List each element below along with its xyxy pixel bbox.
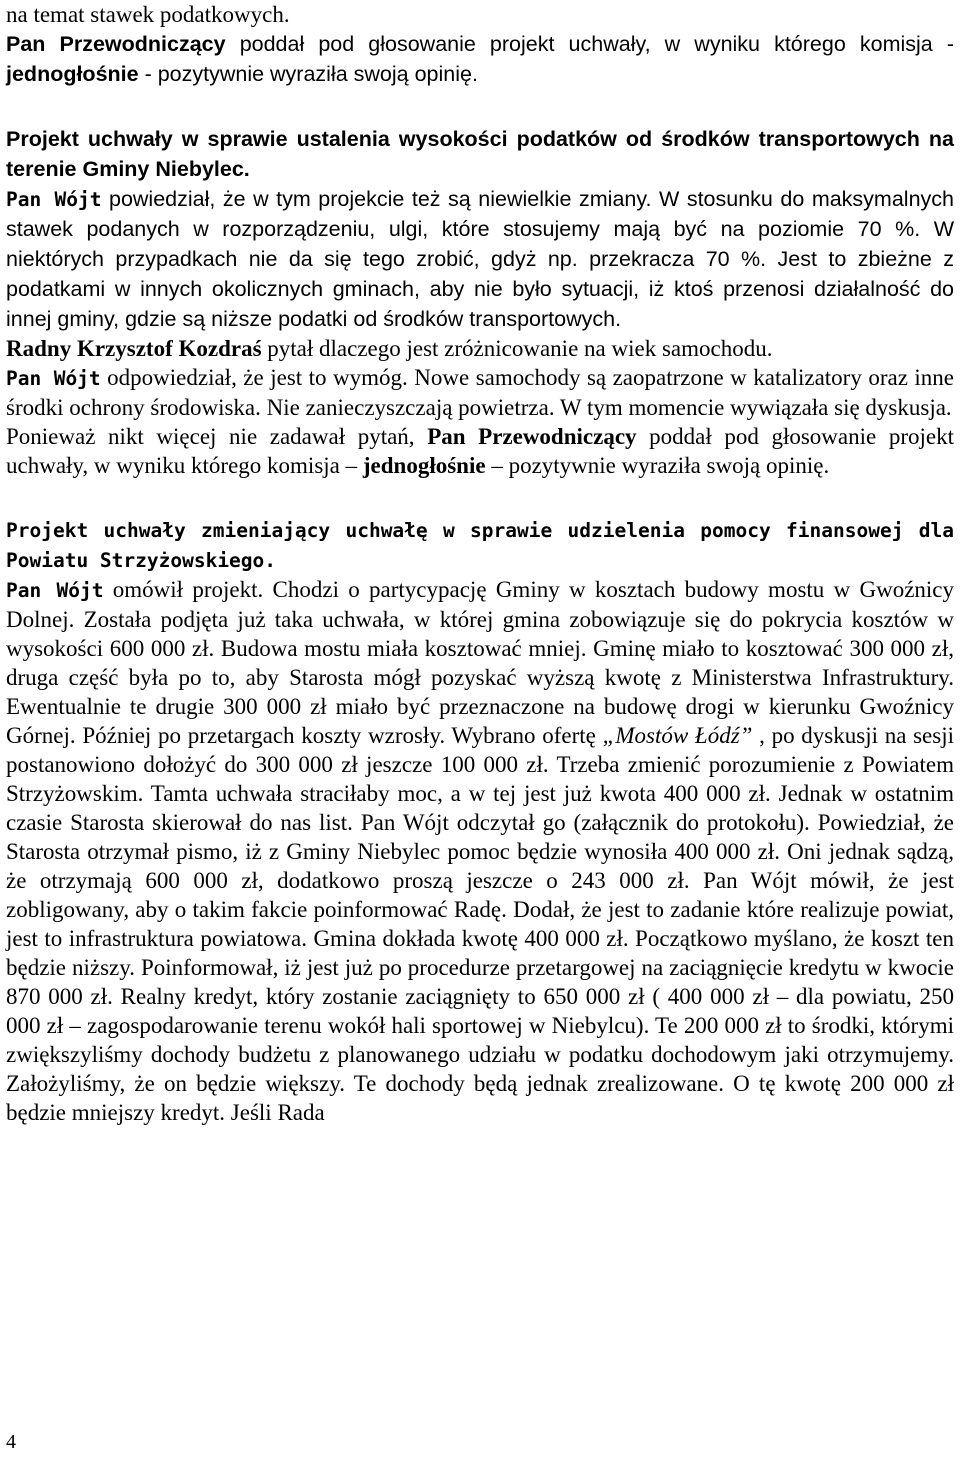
vote-text: poddał pod głosowanie projekt uchwały, w wyniku którego komisja – bbox=[6, 424, 954, 478]
unanimous-label: jednogłośnie bbox=[362, 453, 486, 478]
paragraph-tax-rates-vote bbox=[6, 0, 954, 89]
section-heading-transport-tax: Projekt uchwały w sprawie ustalenia wysokości podatków od środków transportowych na terenie Gminy Niebylec. bbox=[6, 127, 954, 181]
paragraph-gap bbox=[6, 480, 954, 515]
paragraph-transport-tax bbox=[6, 124, 954, 480]
vote-intro-text: Ponieważ nikt więcej nie zadawał pytań, bbox=[6, 424, 428, 449]
councillor-question: pytał dlaczego jest zróżnicowanie na wiek samochodu. bbox=[261, 336, 773, 361]
mayor-name: Pan Wójt bbox=[6, 367, 101, 390]
chairman-name: Pan Przewodniczący bbox=[427, 424, 637, 449]
mayor-name: Pan Wójt bbox=[6, 579, 104, 602]
paragraph-financial-aid bbox=[6, 515, 954, 1127]
tax-rates-line: na temat stawek podatkowych. bbox=[6, 2, 290, 27]
vote-result-text: - pozytywnie wyraziła swoją opinię. bbox=[138, 62, 478, 86]
mayor-statement-continued: , po dyskusji na sesji postanowiono dołożyć do 300 000 zł jeszcze 100 000 zł. Trzeba zmienić porozumienie z Powiatem Strzyżowskim. Tamta uchwała straciłaby moc, a w tej jest już kwota 400 000 zł. Jednak w ostatnim czasie Starosta skierował do nas list. Pan Wójt odczytał go (załącznik do protokołu). Powiedział, że Starosta otrzymał pismo, iż z Gminy Niebylec pomoc będzie wynosiła 400 000 zł. Oni jednak sądzą, że otrzymają 600 000 zł, dodatkowo proszą jeszcze o 243 000 zł. Pan Wójt mówił, że jest zobligowany, aby o takim fakcie poinformować Radę. Dodał, że jest to zadanie które realizuje powiat, jest to infrastruktura powiatowa. Gmina dokłada kwotę 400 000 zł. Początkowo myślano, że koszt ten będzie niższy. Poinformował, iż jest już po procedurze przetargowej na zaciągnięcie kredytu w kwocie 870 000 zł. Realny kredyt, który zostanie zaciągnięty to 650 000 zł ( 400 000 zł – dla powiatu, 250 000 zł – zagospodarowanie terenu wokół hali sportowej w Niebylcu). Te 200 000 zł to środki, którymi zwiększyliśmy dochody budżetu z planowanego udziału w podatku dochodowym jaki otrzymujemy. Założyliśmy, że on będzie większy. Te dochody będą jednak zrealizowane. O tę kwotę 200 000 zł będzie mniejszy kredyt. Jeśli Rada bbox=[6, 723, 954, 1125]
vote-text: poddał pod głosowanie projekt uchwały, w wyniku którego komisja - bbox=[225, 32, 954, 56]
mayor-statement: omówił projekt. Chodzi o partycypację Gminy w kosztach budowy mostu w Gwoźnicy Dolnej. Została podjęta już taka uchwała, w której gmina zobowiązuje się do pokrycia kosztów w wysokości 600 000 zł. Budowa mostu miała kosztować mniej. Gminę miało to kosztować 300 000 zł, druga część była po to, aby Starosta mógł pozyskać wyższą kwotę z Ministerstwa Infrastruktury. Ewentualnie te drugie 300 000 zł miało być przeznaczone na budowę drogi w kierunku Gwoźnicy Górnej. Później po przetargach koszty wzrosły. Wybrano ofertę bbox=[6, 577, 955, 748]
mayor-name: Pan Wójt bbox=[6, 188, 102, 211]
chairman-name: Pan Przewodniczący bbox=[6, 32, 226, 56]
councillor-name: Radny Krzysztof Kozdraś bbox=[6, 336, 262, 361]
paragraph-gap bbox=[6, 89, 954, 124]
unanimous-label: jednogłośnie bbox=[6, 62, 139, 86]
company-name: „Mostów Łódź” bbox=[602, 723, 753, 748]
page-number: 4 bbox=[6, 1431, 16, 1453]
section-heading-financial-aid: Projekt uchwały zmieniający uchwałę w sprawie udzielenia pomocy finansowej dla Powiatu Strzyżowskiego. bbox=[6, 519, 954, 572]
mayor-statement: powiedział, że w tym projekcie też są niewielkie zmiany. W stosunku do maksymalnych stawek podanych w rozporządzeniu, ulgi, które stosujemy mają być na poziomie 70 %. W niektórych przypadkach nie da się tego zrobić, gdyż np. przekracza 70 %. Jest to zbieżne z podatkami w innych okolicznych gminach, aby nie było sytuacji, iż ktoś przenosi działalność do innej gminy, gdzie są niższe podatki od środków transportowych. bbox=[6, 187, 954, 331]
vote-result-text: – pozytywnie wyraziła swoją opinię. bbox=[485, 453, 830, 478]
document-body bbox=[6, 0, 954, 1127]
mayor-answer: odpowiedział, że jest to wymóg. Nowe samochody są zaopatrzone w katalizatory oraz inne środki ochrony środowiska. Nie zanieczyszczają powietrza. W tym momencie wywiązała się dyskusja. bbox=[6, 365, 954, 420]
